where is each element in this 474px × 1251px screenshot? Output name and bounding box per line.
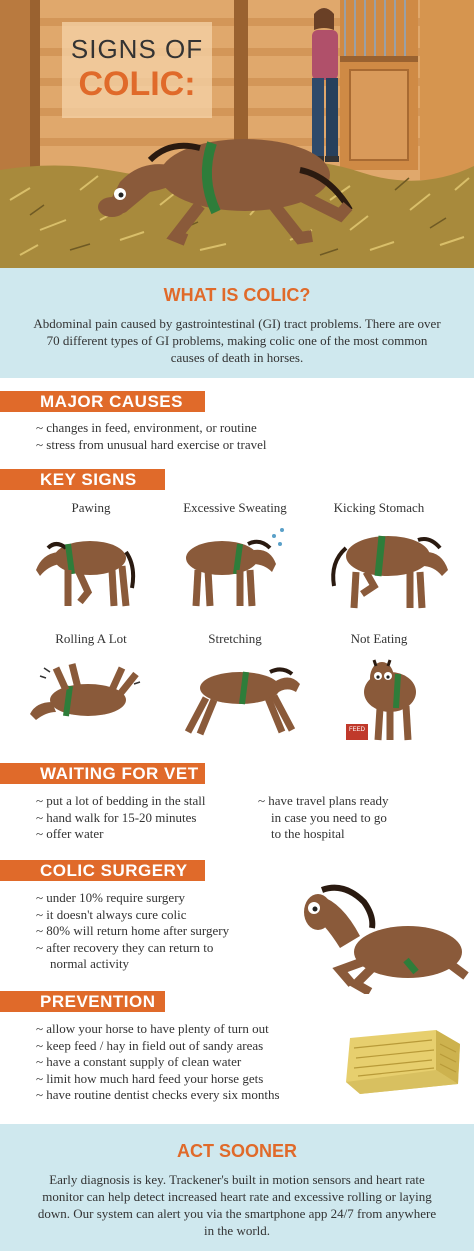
sweating-horse-illustration (178, 522, 288, 612)
list-item: ~ under 10% require surgery (36, 890, 186, 905)
act-sooner-heading: ACT SOONER (176, 1141, 297, 1161)
key-signs-heading: KEY SIGNS (40, 470, 137, 489)
colic-surgery-heading: COLIC SURGERY (40, 861, 188, 880)
waiting-for-vet-bar (0, 763, 205, 784)
what-is-colic-panel (0, 268, 474, 378)
list-item: ~ limit how much hard feed your horse gets (36, 1070, 264, 1086)
hero-title-line1: SIGNS OF (70, 34, 204, 64)
jumping-horse-illustration (300, 872, 474, 994)
list-item: ~ keep feed / hay in field out of sandy areas (36, 1037, 264, 1053)
list-item: ~ stress from unusual hard exercise or travel (36, 436, 267, 452)
list-item: ~ 80% will return home after surgery (36, 923, 230, 938)
major-causes-heading: MAJOR CAUSES (40, 392, 183, 411)
act-sooner-panel (0, 1124, 474, 1251)
list-item: to the hospital (271, 826, 345, 841)
sign-label-sweating: Excessive Sweating (183, 500, 287, 515)
major-causes-list (36, 420, 266, 453)
list-item: ~ have travel plans ready (258, 793, 389, 808)
stretching-horse-illustration (182, 660, 302, 736)
hero-title-line2: COLIC: (78, 65, 196, 103)
list-item: ~ it doesn't always cure colic (36, 906, 187, 922)
feed-bucket-label: FEED (348, 727, 365, 733)
hero-illustration (0, 0, 474, 268)
list-item: ~ offer water (36, 826, 104, 841)
list-item: in case you need to go (271, 809, 387, 825)
what-is-colic-text: Abdominal pain caused by gastrointestinal (GI) tract problems. There are over 70 different types of GI problems, making colic one of the most common causes of death in horses. (33, 316, 441, 365)
prevention-heading: PREVENTION (40, 992, 156, 1011)
colic-surgery-list (36, 890, 229, 973)
list-item: normal activity (50, 956, 130, 971)
sign-label-rolling: Rolling A Lot (55, 631, 127, 646)
list-item: ~ hand walk for 15-20 minutes (36, 809, 197, 825)
list-item: ~ after recovery they can return to (36, 939, 214, 955)
prevention-bar (0, 991, 165, 1012)
list-item: ~ have routine dentist checks every six months (36, 1087, 280, 1102)
act-sooner-text: Early diagnosis is key. Trackener's built in motion sensors and heart rate monitor can help detect increased heart rate and excessive rolling or laying down. Our system can alert you via the smartphone app 24/7 from anywhere in the world. (37, 1172, 437, 1238)
list-item: ~ have a constant supply of clean water (36, 1054, 242, 1069)
waiting-left-list (36, 793, 206, 843)
rolling-horse-illustration (26, 660, 146, 726)
colic-surgery-bar (0, 860, 205, 881)
what-is-colic-heading: WHAT IS COLIC? (163, 285, 311, 305)
sign-label-not-eating: Not Eating (350, 631, 408, 646)
sign-label-kicking: Kicking Stomach (333, 500, 425, 515)
waiting-right-list (258, 793, 388, 843)
key-signs-bar (0, 469, 165, 490)
list-item: ~ allow your horse to have plenty of turn out (36, 1021, 269, 1036)
pawing-horse-illustration (28, 522, 138, 612)
hero-title (62, 22, 212, 118)
kicking-horse-illustration (322, 522, 452, 612)
sign-label-stretching: Stretching (208, 631, 262, 646)
waiting-for-vet-heading: WAITING FOR VET (40, 764, 199, 783)
hay-bale-illustration (340, 1024, 464, 1096)
list-item: ~ changes in feed, environment, or routine (36, 420, 257, 435)
major-causes-bar (0, 391, 205, 412)
sign-label-pawing: Pawing (71, 500, 111, 515)
prevention-list (36, 1021, 280, 1104)
list-item: ~ put a lot of bedding in the stall (36, 793, 206, 808)
